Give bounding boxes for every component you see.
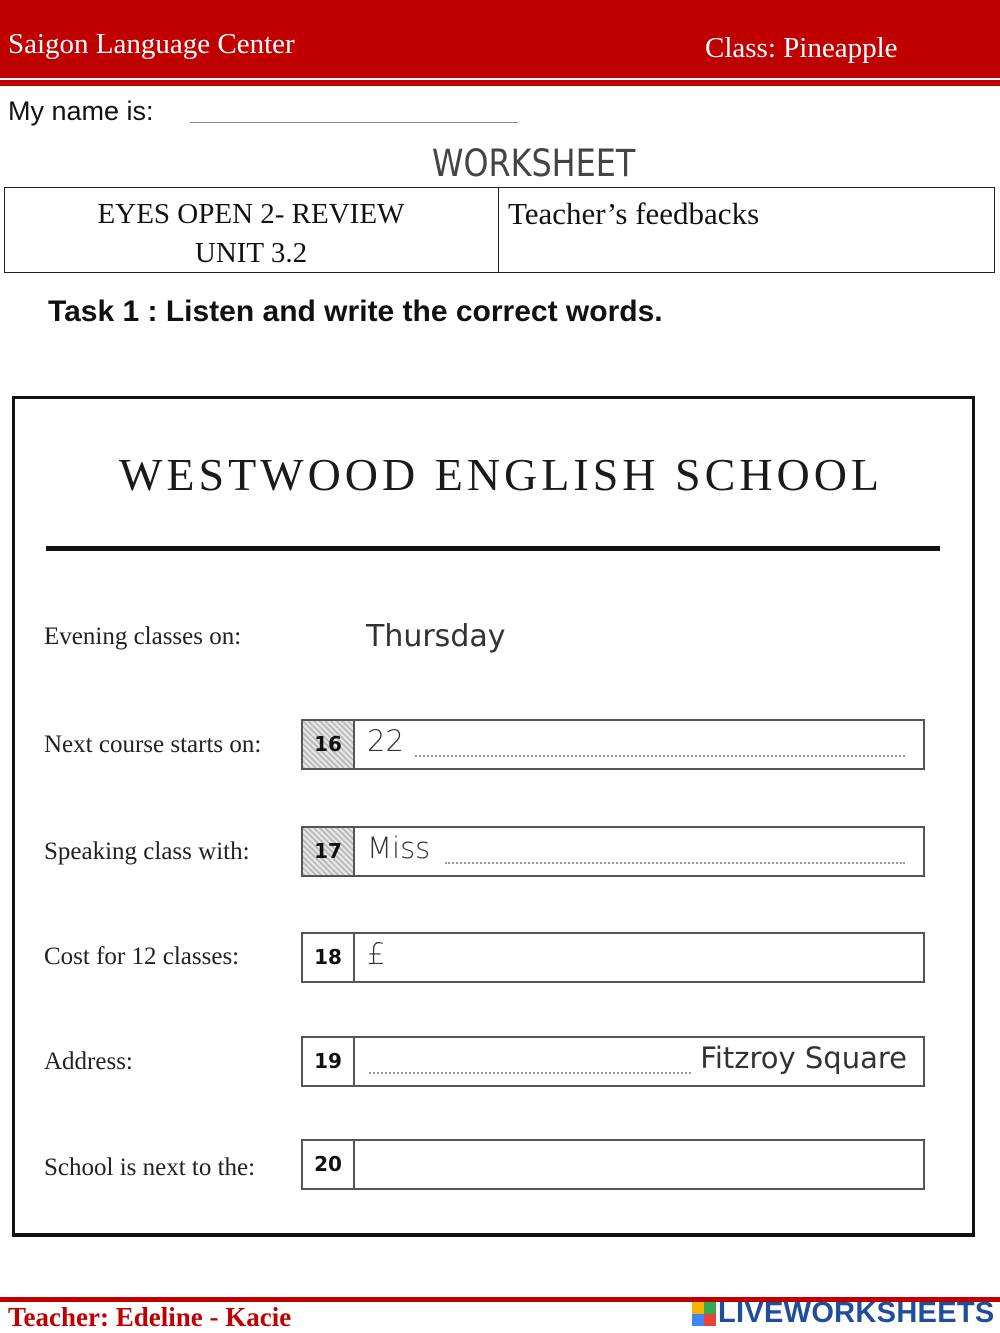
evening-classes-value: Thursday <box>366 619 506 654</box>
unit-title-line1: EYES OPEN 2- REVIEW <box>97 198 405 230</box>
answer-field-18[interactable] <box>301 932 925 983</box>
unit-title-line2: UNIT 3.2 <box>194 237 308 269</box>
teacher-name: Teacher: Edeline - Kacie <box>8 1302 292 1332</box>
row-label-17: Speaking class with: <box>44 838 250 865</box>
question-number-20: 20 <box>303 1141 355 1188</box>
liveworksheets-logo[interactable] <box>692 1297 995 1330</box>
school-title-rule <box>46 546 940 551</box>
question-number-16: 16 <box>303 721 355 768</box>
answer-dotted-line-19 <box>369 1072 691 1074</box>
liveworksheets-logo-icon <box>692 1302 716 1326</box>
answer-field-20[interactable] <box>301 1139 925 1190</box>
class-label: Class: Pineapple <box>705 32 898 64</box>
header-divider <box>0 80 1000 86</box>
liveworksheets-logo-text: LIVEWORKSHEETS <box>718 1297 995 1329</box>
row-label-19: Address: <box>44 1048 133 1075</box>
question-number-17: 17 <box>303 828 355 875</box>
answer-dotted-line-16 <box>415 755 905 757</box>
answer-suffix-19: Fitzroy Square <box>700 1041 907 1075</box>
answer-prefill-16: 22 <box>367 724 404 758</box>
worksheet-title: WORKSHEET <box>432 142 636 185</box>
row-label-18: Cost for 12 classes: <box>44 943 240 970</box>
center-name: Saigon Language Center <box>8 28 295 60</box>
question-number-19: 19 <box>303 1038 355 1085</box>
answer-field-19[interactable] <box>301 1036 925 1087</box>
answer-dotted-line-17 <box>445 862 905 864</box>
form-frame <box>12 396 975 1237</box>
answer-field-16[interactable] <box>301 719 925 770</box>
answer-prefill-18: £ <box>367 937 386 971</box>
row-label-20: School is next to the: <box>44 1154 256 1181</box>
answer-prefill-17: Miss <box>367 831 431 865</box>
school-title: WESTWOOD ENGLISH SCHOOL <box>118 449 884 500</box>
row-label-16: Next course starts on: <box>44 731 262 758</box>
name-input-line[interactable] <box>190 122 518 123</box>
task-title: Task 1 : Listen and write the correct words. <box>48 295 663 328</box>
teacher-feedback-label: Teacher’s feedbacks <box>508 196 760 231</box>
info-table-divider <box>498 187 499 273</box>
name-label: My name is: <box>8 96 154 126</box>
evening-classes-label: Evening classes on: <box>44 623 242 650</box>
unit-title <box>4 195 498 273</box>
question-number-18: 18 <box>303 934 355 981</box>
answer-field-17[interactable] <box>301 826 925 877</box>
